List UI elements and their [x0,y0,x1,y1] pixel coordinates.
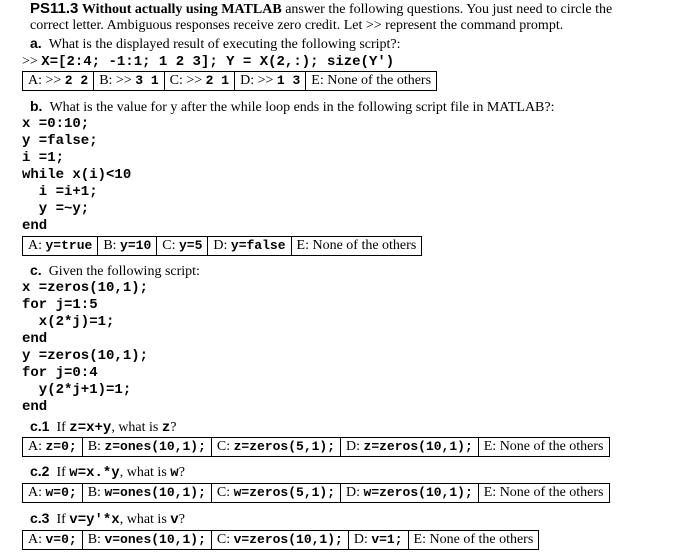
code-prompt: >> [22,54,42,69]
answer-option-c2-d[interactable]: D: w=zeros(10,1); [341,484,479,502]
answer-table-c3 [22,530,539,550]
question-a-label: a. [30,35,42,51]
question-c-code-line: y =zeros(10,1); [22,348,149,364]
question-c-code-line: end [22,399,48,415]
answer-option-b-a[interactable]: A: y=true [23,237,98,255]
answer-option-c2-e[interactable]: E: None of the others [483,485,604,500]
answer-option-c2-b[interactable]: B: w=ones(10,1); [83,484,212,502]
answer-option-c2-a[interactable]: A: w=0; [23,484,83,502]
answer-table-b [22,236,422,256]
problem-number: PS11.3 [30,0,79,17]
question-b-code-line: while x(i)<10 [22,167,132,183]
problem-header-line1 [30,0,612,18]
answer-option-c3-e[interactable]: E: None of the others [413,532,534,547]
question-c2-label: c.2 [30,463,50,479]
problem-bold-intro: Without actually using MATLAB [81,2,282,17]
answer-option-b-d[interactable]: D: y=false [208,237,291,255]
answer-option-c3-a[interactable]: A: v=0; [23,531,83,549]
answer-option-c1-b[interactable]: B: z=ones(10,1); [83,438,212,456]
question-c2-prompt: c.2 If w=x.*y, what is w? [30,463,185,481]
question-c1-prompt: c.1 If z=x+y, what is z? [30,418,177,436]
question-a-text: What is the displayed result of executing the following script?: [48,37,401,52]
question-c-code-line: end [22,331,48,347]
question-b-code-line: x =0:10; [22,116,90,132]
question-b-code-line: y =false; [22,133,98,149]
answer-option-b-b[interactable]: B: y=10 [98,237,157,255]
question-c-text: Given the following script: [48,264,200,279]
question-c-label: c. [30,262,42,278]
answer-table-c2 [22,483,610,503]
question-a-code-text: X=[2:4; -1:1; 1 2 3]; Y = X(2,:); size(Y') [41,54,395,70]
answer-option-a-d[interactable]: D: >> 1 3 [235,72,306,90]
question-c-code-line: x(2*j)=1; [22,314,115,330]
answer-option-a-c[interactable]: C: >> 2 1 [165,72,235,90]
question-c1-label: c.1 [30,418,50,434]
answer-option-c2-c[interactable]: C: w=zeros(5,1); [212,484,341,502]
problem-intro-rest: answer the following questions. You just need to circle the [281,2,613,17]
answer-option-a-a[interactable]: A: >> 2 2 [23,72,94,90]
answer-option-b-e[interactable]: E: None of the others [296,238,417,253]
question-c-code-line: for j=0:4 [22,365,98,381]
question-b-code-line: y =~y; [22,201,90,217]
question-b-code-line: i =i+1; [22,184,98,200]
answer-table-c1 [22,437,610,457]
answer-option-c1-a[interactable]: A: z=0; [23,438,83,456]
answer-table-a [22,71,437,91]
question-b-text: What is the value for y after the while loop ends in the following script file in MATLAB?: [49,100,555,115]
question-a-code [22,53,394,71]
answer-option-c1-e[interactable]: E: None of the others [483,439,604,454]
answer-option-c1-d[interactable]: D: z=zeros(10,1); [341,438,479,456]
question-b-code-line: end [22,218,48,234]
answer-option-a-e[interactable]: E: None of the others [311,73,432,88]
question-c3-prompt: c.3 If v=y'*x, what is v? [30,510,185,528]
question-b-label: b. [30,98,43,114]
answer-option-a-b[interactable]: B: >> 3 1 [94,72,164,90]
question-c-code-line: x =zeros(10,1); [22,280,149,296]
question-c-code-line: for j=1:5 [22,297,98,313]
question-b-prompt [30,98,555,116]
question-c-code-line: y(2*j+1)=1; [22,382,132,398]
question-c3-label: c.3 [30,510,50,526]
answer-option-c3-c[interactable]: C: v=zeros(10,1); [212,531,349,549]
problem-header-line2: correct letter. Ambiguous responses receive zero credit. Let >> represent the command prompt. [30,18,564,33]
answer-option-c1-c[interactable]: C: z=zeros(5,1); [212,438,341,456]
question-a-prompt [30,35,401,53]
question-c-prompt [30,262,200,280]
answer-option-c3-b[interactable]: B: v=ones(10,1); [83,531,212,549]
answer-option-b-c[interactable]: C: y=5 [157,237,208,255]
question-b-code-line: i =1; [22,150,65,166]
answer-option-c3-d[interactable]: D: v=1; [349,531,409,549]
